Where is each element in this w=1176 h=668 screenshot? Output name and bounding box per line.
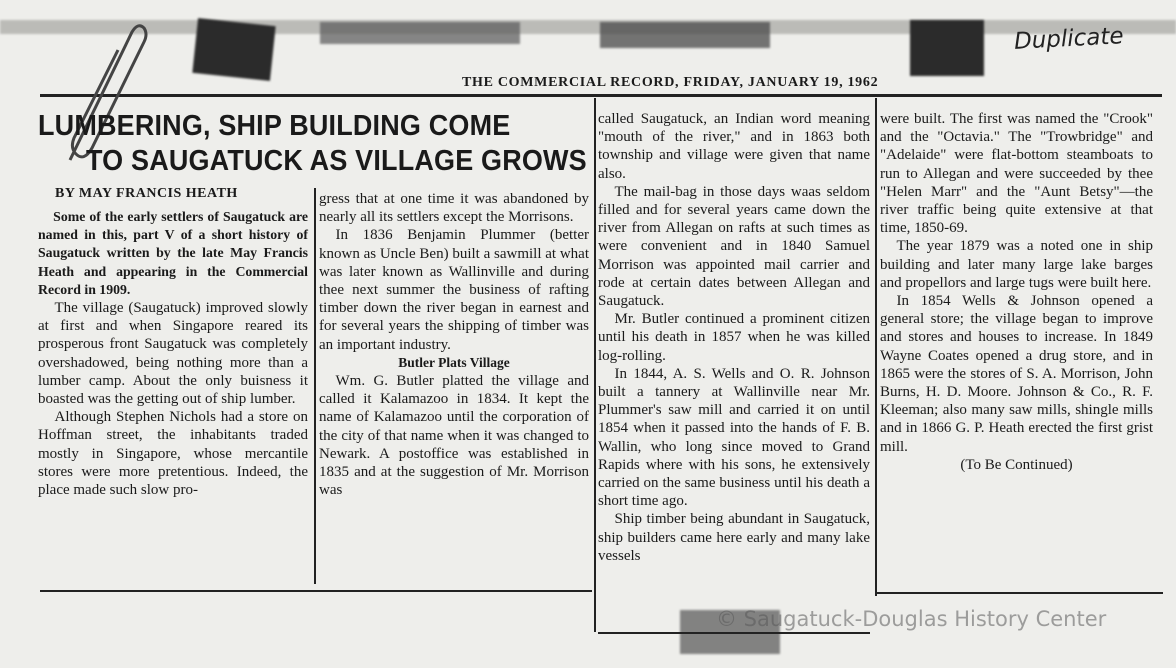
article-column-4 [880,110,1153,474]
byline: BY MAY FRANCIS HEATH [55,186,238,201]
watermark: © Saugatuck-Douglas History Center [716,607,1107,631]
column-rule [314,188,316,584]
article-column-3 [598,110,870,565]
article-column-2 [319,190,589,499]
scan-smudge [600,22,770,48]
headline-line-1: LUMBERING, SHIP BUILDING COME [38,110,511,142]
to-be-continued: (To Be Continued) [960,456,1073,473]
column-rule [594,98,596,632]
paragraph: The village (Saugatuck) improved slowly at first and when Singapore reared its prosperous front Saugatuck was completely overshadowed, being nothing more than a lumber camp. About the only buisness it boasted was the getting out of ship lumber. [38,300,308,408]
masthead: THE COMMERCIAL RECORD, FRIDAY, JANUARY 19, 1962 [462,75,879,90]
paragraph: Although Stephen Nichols had a store on Hoffman street, the inhabitants traded mostly in Singapore, whose mercantile stores were more pretentious. Indeed, the place made such slow pro- [38,409,308,499]
paragraph: Wm. G. Butler platted the village and called it Kalamazoo in 1834. It kept the name of Kalamazoo until the corporation of the city of that name when it was changed to Newark. A postoffice was established in 1835 and at the suggestion of Mr. Morrison was [319,373,589,499]
scan-smudge [910,20,984,76]
column-rule [875,98,877,596]
handwritten-note: Duplicate [1013,23,1125,55]
paragraph: In 1854 Wells & Johnson opened a general store; the village began to improve and stores and houses to increase. In 1849 Wayne Coates opened a drug store, and in 1865 were the stores of S. A. Morrison, John Burns, H. D. Moore. Johnson & Co., R. F. Kleeman; also many saw mills, shingle mills and in 1866 G. P. Heath erected the first grist mill. [880,293,1153,455]
scan-smudge [192,18,275,81]
masthead-rule [40,94,1162,97]
paragraph: In 1844, A. S. Wells and O. R. Johnson built a tannery at Wallinville near Mr. Plummer's saw mill and carried it on until 1854 when it passed into the hands of F. B. Wallin, who long since moved to Grand Rapids where with his sons, he extensively carried on the same business until his death a short time ago. [598,365,870,510]
paragraph: Mr. Butler continued a prominent citizen until his death in 1857 when he was killed log-rolling. [598,311,870,364]
subheading: Butler Plats Village [398,354,510,370]
scan-smudge [0,20,1176,34]
bottom-rule [40,590,592,592]
paragraph: The year 1879 was a noted one in ship building and later many large lake barges and propellors and large tugs were built here. [880,238,1153,291]
paragraph: were built. The first was named the "Crook" and the "Octavia." The "Trowbridge" and "Adelaide" were flat-bottom steamboats to run to Allegan and were succeeded by thee "Helen Marr" and the "Aunt Betsy"—the river traffic being quite extensive at that time, 1850-69. [880,111,1153,237]
article-column-1 [38,208,308,499]
intro-paragraph: Some of the early settlers of Saugatuck are named in this, part V of a short history of Saugatuck written by the late May Francis Heath and appearing in the Commercial Record in 1909. [38,209,308,297]
bottom-rule [598,632,870,634]
paragraph: The mail-bag in those days waas seldom filled and for several years came down the river from Allegan on rafts at such times as were convenient and in 1840 Samuel Morrison was appointed mail carrier and rode at certain dates between Allegan and Saugatuck. [598,183,870,310]
paragraph: called Saugatuck, an Indian word meaning "mouth of the river," and in 1863 both township and village were given that name also. [598,111,870,182]
paragraph: Ship timber being abundant in Saugatuck, ship builders came here early and many lake vessels [598,511,870,564]
bottom-rule [877,592,1163,594]
headline-line-2: TO SAUGATUCK AS VILLAGE GROWS [86,145,587,177]
paragraph: gress that at one time it was abandoned by nearly all its settlers except the Morrisons. [319,191,589,226]
scan-smudge [320,22,520,44]
paragraph: In 1836 Benjamin Plummer (better known as Uncle Ben) built a sawmill at what was later known as Wallinville and during thee next summer the business of rafting timber down the river began in earnest and for several years the shipping of timber was an important industry. [319,227,589,353]
